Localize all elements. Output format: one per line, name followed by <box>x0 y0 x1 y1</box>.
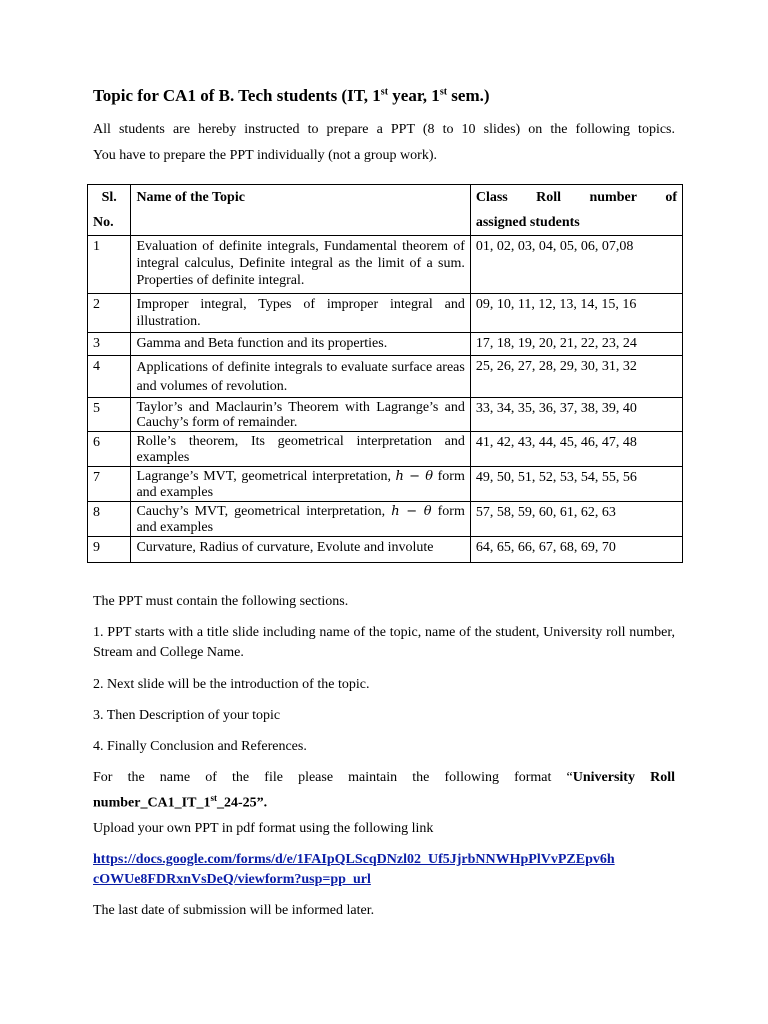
table-row <box>88 537 683 563</box>
row-sl: 4 <box>88 356 131 398</box>
row-topic: Cauchy’s MVT, geometrical interpretation, h − θ form and examples <box>131 502 470 537</box>
row-topic: Gamma and Beta function and its properties. <box>131 333 470 356</box>
row-sl: 9 <box>88 537 131 563</box>
table-header-row <box>88 185 683 236</box>
row-topic: Curvature, Radius of curvature, Evolute and involute <box>131 537 470 563</box>
table-row <box>88 398 683 432</box>
row-rolls: 01, 02, 03, 04, 05, 06, 07,08 <box>470 236 682 294</box>
row-rolls: 25, 26, 27, 28, 29, 30, 31, 32 <box>470 356 682 398</box>
section-item-4: 4. Finally Conclusion and References. <box>93 739 307 754</box>
table-row <box>88 502 683 537</box>
row-sl: 5 <box>88 398 131 432</box>
header-roll-line1: Class Roll number of <box>475 190 677 205</box>
row-topic: Taylor’s and Maclaurin’s Theorem with Lagrange’s and Cauchy’s form of remainder. <box>131 398 470 432</box>
header-roll <box>470 185 682 236</box>
header-sl-line2: No. <box>93 215 114 230</box>
section-item-3: 3. Then Description of your topic <box>93 708 281 723</box>
table-row <box>88 236 683 294</box>
row-topic: Rolle’s theorem, Its geometrical interpretation and examples <box>131 432 470 467</box>
header-roll-line2: assigned students <box>475 215 580 230</box>
sections-lead: The PPT must contain the following sections. <box>93 594 349 609</box>
upload-link-line1[interactable]: https://docs.google.com/forms/d/e/1FAIpQLScqDNzl02_Uf5JjrbNNWHpPlVvPZEpv6h <box>93 852 615 867</box>
file-format-instruction: For the name of the file please maintain the following format “University Roll number_CA1_IT_1st_24-25”. <box>93 770 675 811</box>
intro-line-1: All students are hereby instructed to prepare a PPT (8 to 10 slides) on the following topics. <box>93 122 675 137</box>
row-rolls: 33, 34, 35, 36, 37, 38, 39, 40 <box>470 398 682 432</box>
file-format-pattern: University Roll number_CA1_IT_1 <box>93 770 675 811</box>
table-row <box>88 356 683 398</box>
row-rolls: 41, 42, 43, 44, 45, 46, 47, 48 <box>470 432 682 467</box>
row-topic: Improper integral, Types of improper integral and illustration. <box>131 294 470 333</box>
row-topic: Applications of definite integrals to evaluate surface areas and volumes of revolution. <box>131 356 470 398</box>
table-row <box>88 432 683 467</box>
page-title <box>93 86 490 106</box>
table-row <box>88 294 683 333</box>
upload-link[interactable] <box>93 850 675 890</box>
row-sl: 3 <box>88 333 131 356</box>
table-row <box>88 333 683 356</box>
row-sl: 6 <box>88 432 131 467</box>
upload-link-line2[interactable]: cOWUe8FDRxnVsDeQ/viewform?usp=pp_url <box>93 872 371 887</box>
row-topic: Lagrange’s MVT, geometrical interpretation, h − θ form and examples <box>131 467 470 502</box>
title-superscript: st <box>380 86 389 98</box>
closing-note: The last date of submission will be informed later. <box>93 903 375 918</box>
intro-line-2: You have to prepare the PPT individually (not a group work). <box>93 148 437 163</box>
section-item-2: 2. Next slide will be the introduction of the topic. <box>93 677 370 692</box>
title-text-end: sem.) <box>447 86 490 105</box>
row-rolls: 64, 65, 66, 67, 68, 69, 70 <box>470 537 682 563</box>
row-sl: 7 <box>88 467 131 502</box>
row-rolls: 49, 50, 51, 52, 53, 54, 55, 56 <box>470 467 682 502</box>
section-item-1: 1. PPT starts with a title slide including name of the topic, name of the student, University roll number, Stream and College Name. <box>93 625 675 660</box>
title-text-mid: year, 1 <box>388 86 440 105</box>
header-sl-no <box>88 185 131 236</box>
row-sl: 1 <box>88 236 131 294</box>
row-rolls: 17, 18, 19, 20, 21, 22, 23, 24 <box>470 333 682 356</box>
upload-instruction: Upload your own PPT in pdf format using the following link <box>93 821 434 836</box>
row-rolls: 09, 10, 11, 12, 13, 14, 15, 16 <box>470 294 682 333</box>
topics-table <box>87 184 683 563</box>
math-h-theta: h − θ <box>391 504 432 519</box>
row-topic: Evaluation of definite integrals, Fundamental theorem of integral calculus, Definite integral as the limit of a sum. Properties of definite integral. <box>131 236 470 294</box>
row-sl: 8 <box>88 502 131 537</box>
title-superscript-2: st <box>439 86 448 98</box>
row-sl: 2 <box>88 294 131 333</box>
table-row <box>88 467 683 502</box>
row-rolls: 57, 58, 59, 60, 61, 62, 63 <box>470 502 682 537</box>
header-topic: Name of the Topic <box>131 185 470 236</box>
header-sl-line1: Sl. <box>101 190 117 205</box>
title-text: Topic for CA1 of B. Tech students (IT, 1 <box>93 86 381 105</box>
math-h-theta: h − θ <box>395 469 434 484</box>
